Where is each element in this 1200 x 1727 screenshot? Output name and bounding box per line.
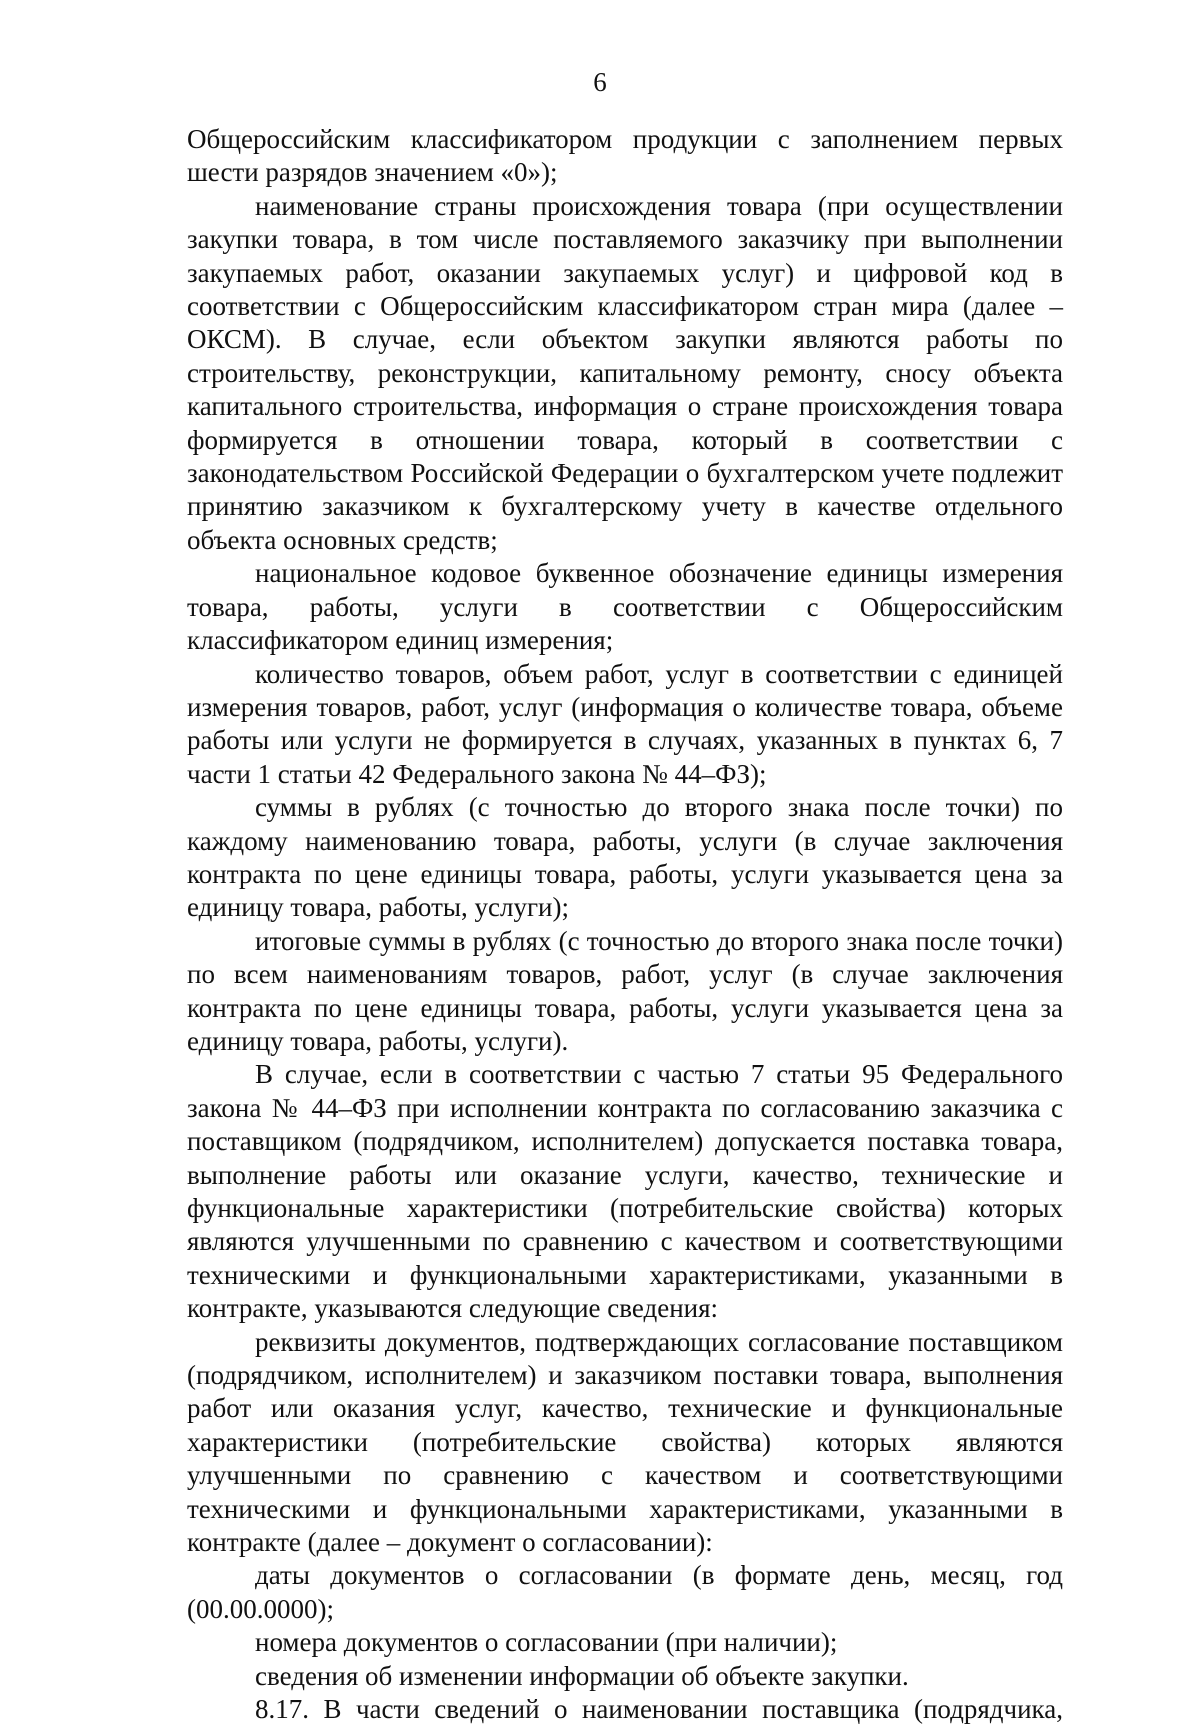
paragraph-improved-goods: В случае, если в соответствии с частью 7 статьи 95 Федерального закона № 44–ФЗ при исполнении контракта по согласованию заказчика с поставщиком (подрядчиком, исполнителем) допускается поставка товара, выполнение работы или оказание услуги, качество, технические и функциональные характеристики (потребительские свойства) которых являются улучшенными по сравнению с качеством и соответствующими техническими и функциональными характеристиками, указанными в контракте, указываются следующие сведения:: [187, 1059, 1063, 1324]
paragraph-total-sums: итоговые суммы в рублях (с точностью до второго знака после точки) по всем наименованиям товаров, работ, услуг (в случае заключения контракта по цене единицы товара, работы, услуги указывается цена за единицу товара, работы, услуги).: [187, 925, 1063, 1056]
document-body: [187, 123, 1063, 1727]
paragraph-approval-dates: даты документов о согласовании (в формате день, месяц, год (00.00.0000);: [187, 1560, 1063, 1624]
paragraph-country-of-origin: наименование страны происхождения товара (при осуществлении закупки товара, в том числе поставляемого заказчику при выполнении закупаемых работ, оказании закупаемых услуг) и цифровой код в соответствии с Общероссийским классификатором стран мира (далее – ОКСМ). В случае, если объектом закупки являются работы по строительству, реконструкции, капитальному ремонту, сносу объекта капитального строительства, информация о стране происхождения товара формируется в отношении товара, который в соответствии с законодательством Российской Федерации о бухгалтерском учете подлежит принятию заказчиком к бухгалтерскому учету в качестве отдельного объекта основных средств;: [187, 190, 1063, 555]
paragraph-sums: суммы в рублях (с точностью до второго знака после точки) по каждому наименованию товара, работы, услуги (в случае заключения контракта по цене единицы товара, работы, услуги указывается цена за единицу товара, работы, услуги);: [187, 792, 1063, 923]
paragraph-continuation: Общероссийским классификатором продукции с заполнением первых шести разрядов значением «0»);: [187, 124, 1063, 188]
paragraph-unit-code: национальное кодовое буквенное обозначение единицы измерения товара, работы, услуги в соответствии с Общероссийским классификатором единиц измерения;: [187, 558, 1063, 656]
paragraph-quantity: количество товаров, объем работ, услуг в соответствии с единицей измерения товаров, работ, услуг (информация о количестве товара, объеме работы или услуги не формируется в случаях, указанных в пунктах 6, 7 части 1 статьи 42 Федерального закона № 44–ФЗ);: [187, 658, 1063, 789]
paragraph-object-changes: сведения об изменении информации об объекте закупки.: [255, 1660, 909, 1691]
paragraph-approval-documents: реквизиты документов, подтверждающих согласование поставщиком (подрядчиком, исполнителем) и заказчиком поставки товара, выполнения работ или оказания услуг, качество, технические и функциональные характеристики (потребительские свойства) которых являются улучшенными по сравнению с качеством и соответствующими техническими и функциональными характеристиками, указанными в контракте (далее – документ о согласовании):: [187, 1326, 1063, 1558]
page-number: 6: [593, 67, 607, 97]
paragraph-approval-numbers: номера документов о согласовании (при наличии);: [255, 1627, 838, 1658]
paragraph-section-8-17: 8.17. В части сведений о наименовании поставщика (подрядчика,: [255, 1694, 1063, 1725]
